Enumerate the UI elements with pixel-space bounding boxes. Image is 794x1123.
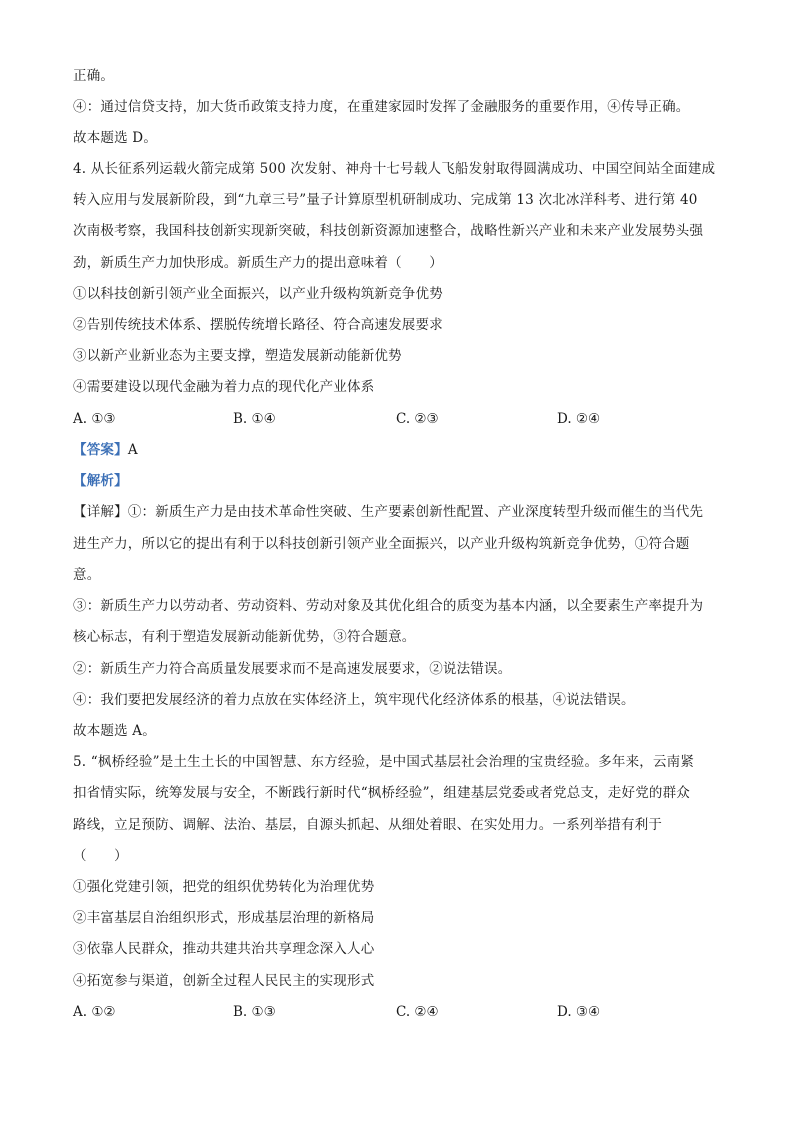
q4-stem-line: 次南极考察，我国科技创新实现新突破，科技创新资源加速整合，战略性新兴产业和未来产业发展势头强	[73, 223, 704, 239]
q4-stem-line: 劲，新质生产力加快形成。新质生产力的提出意味着（ ）	[73, 255, 443, 271]
q4-stem-line: 4. 从长征系列运载火箭完成第 500 次发射、神舟十七号载人飞船发射取得圆满成功、中国空间站全面建成	[73, 161, 716, 177]
q5-item: ④拓宽参与渠道，创新全过程人民民主的实现形式	[73, 973, 375, 989]
q5-item: ②丰富基层自治组织形式，形成基层治理的新格局	[73, 910, 375, 926]
q4-stem-line: 转入应用与发展新阶段，到“九章三号”量子计算原型机研制成功、完成第 13 次北冰洋科考、进行第 40	[73, 192, 698, 208]
analysis-line: 【解析】	[73, 473, 128, 489]
q4-option-b: B. ①④	[233, 411, 276, 427]
q5-stem-line: 路线，立足预防、调解、法治、基层，自源头抓起、从细处着眼、在实处用力。一系列举措有利于	[73, 817, 663, 833]
q5-option-b: B. ①③	[233, 1004, 276, 1020]
detail-line: 【详解】①：新质生产力是由技术革命性突破、生产要素创新性配置、产业深度转型升级而催生的当代先	[73, 504, 704, 520]
q5-option-a: A. ①②	[73, 1004, 116, 1020]
answer-line: 【答案】A	[73, 442, 138, 458]
analysis-tag: 解析	[86, 473, 115, 489]
detail-tag: 详解	[86, 504, 115, 520]
prev-text-line: 故本题选 D。	[73, 130, 158, 146]
detail-text-line: ④：我们要把发展经济的着力点放在实体经济上，筑牢现代化经济体系的根基，④说法错误。	[73, 692, 635, 708]
q4-option-d: D. ②④	[557, 411, 601, 427]
q5-stem-line: （ ）	[73, 848, 128, 864]
q4-option-a: A. ①③	[73, 411, 116, 427]
q4-item: ③以新产业新业态为主要支撑，塑造发展新动能新优势	[73, 348, 402, 364]
q4-item: ②告别传统技术体系、摆脱传统增长路径、符合高速发展要求	[73, 317, 443, 333]
detail-text-line: 核心标志，有利于塑造发展新动能新优势，③符合题意。	[73, 629, 416, 645]
q4-item: ①以科技创新引领产业全面振兴，以产业升级构筑新竞争优势	[73, 286, 443, 302]
detail-text-line: ③：新质生产力以劳动者、劳动资料、劳动对象及其优化组合的质变为基本内涵，以全要素生产率提升为	[73, 598, 704, 614]
prev-text-line: 正确。	[73, 68, 115, 84]
q4-item: ④需要建设以现代金融为着力点的现代化产业体系	[73, 379, 375, 395]
detail-text-line: 意。	[73, 567, 101, 583]
answer-tag: 答案	[86, 442, 115, 458]
detail-text-line: ②：新质生产力符合高质量发展要求而不是高速发展要求，②说法错误。	[73, 661, 512, 677]
q5-option-c: C. ②④	[396, 1004, 439, 1020]
prev-text-line: ④：通过信贷支持，加大货币政策支持力度，在重建家园时发挥了金融服务的重要作用，④传导正确。	[73, 99, 690, 115]
q4-option-c: C. ②③	[396, 411, 439, 427]
q5-item: ①强化党建引领，把党的组织优势转化为治理优势	[73, 879, 375, 895]
q5-option-d: D. ③④	[557, 1004, 601, 1020]
detail-text-line: 故本题选 A。	[73, 723, 156, 739]
q5-stem-line: 扣省情实际，统筹发展与安全，不断践行新时代“枫桥经验”，组建基层党委或者党总支，走好党的群众	[73, 785, 691, 801]
detail-text-line: 进生产力，所以它的提出有利于以科技创新引领产业全面振兴，以产业升级构筑新竞争优势，①符合题	[73, 536, 690, 552]
detail-text: ①：新质生产力是由技术革命性突破、生产要素创新性配置、产业深度转型升级而催生的当代先	[127, 504, 704, 520]
answer-value: A	[127, 442, 138, 458]
q5-stem-line: 5. “枫桥经验”是土生土长的中国智慧、东方经验，是中国式基层社会治理的宝贵经验。多年来，云南紧	[73, 754, 695, 770]
q5-item: ③依靠人民群众，推动共建共治共享理念深入人心	[73, 941, 375, 957]
